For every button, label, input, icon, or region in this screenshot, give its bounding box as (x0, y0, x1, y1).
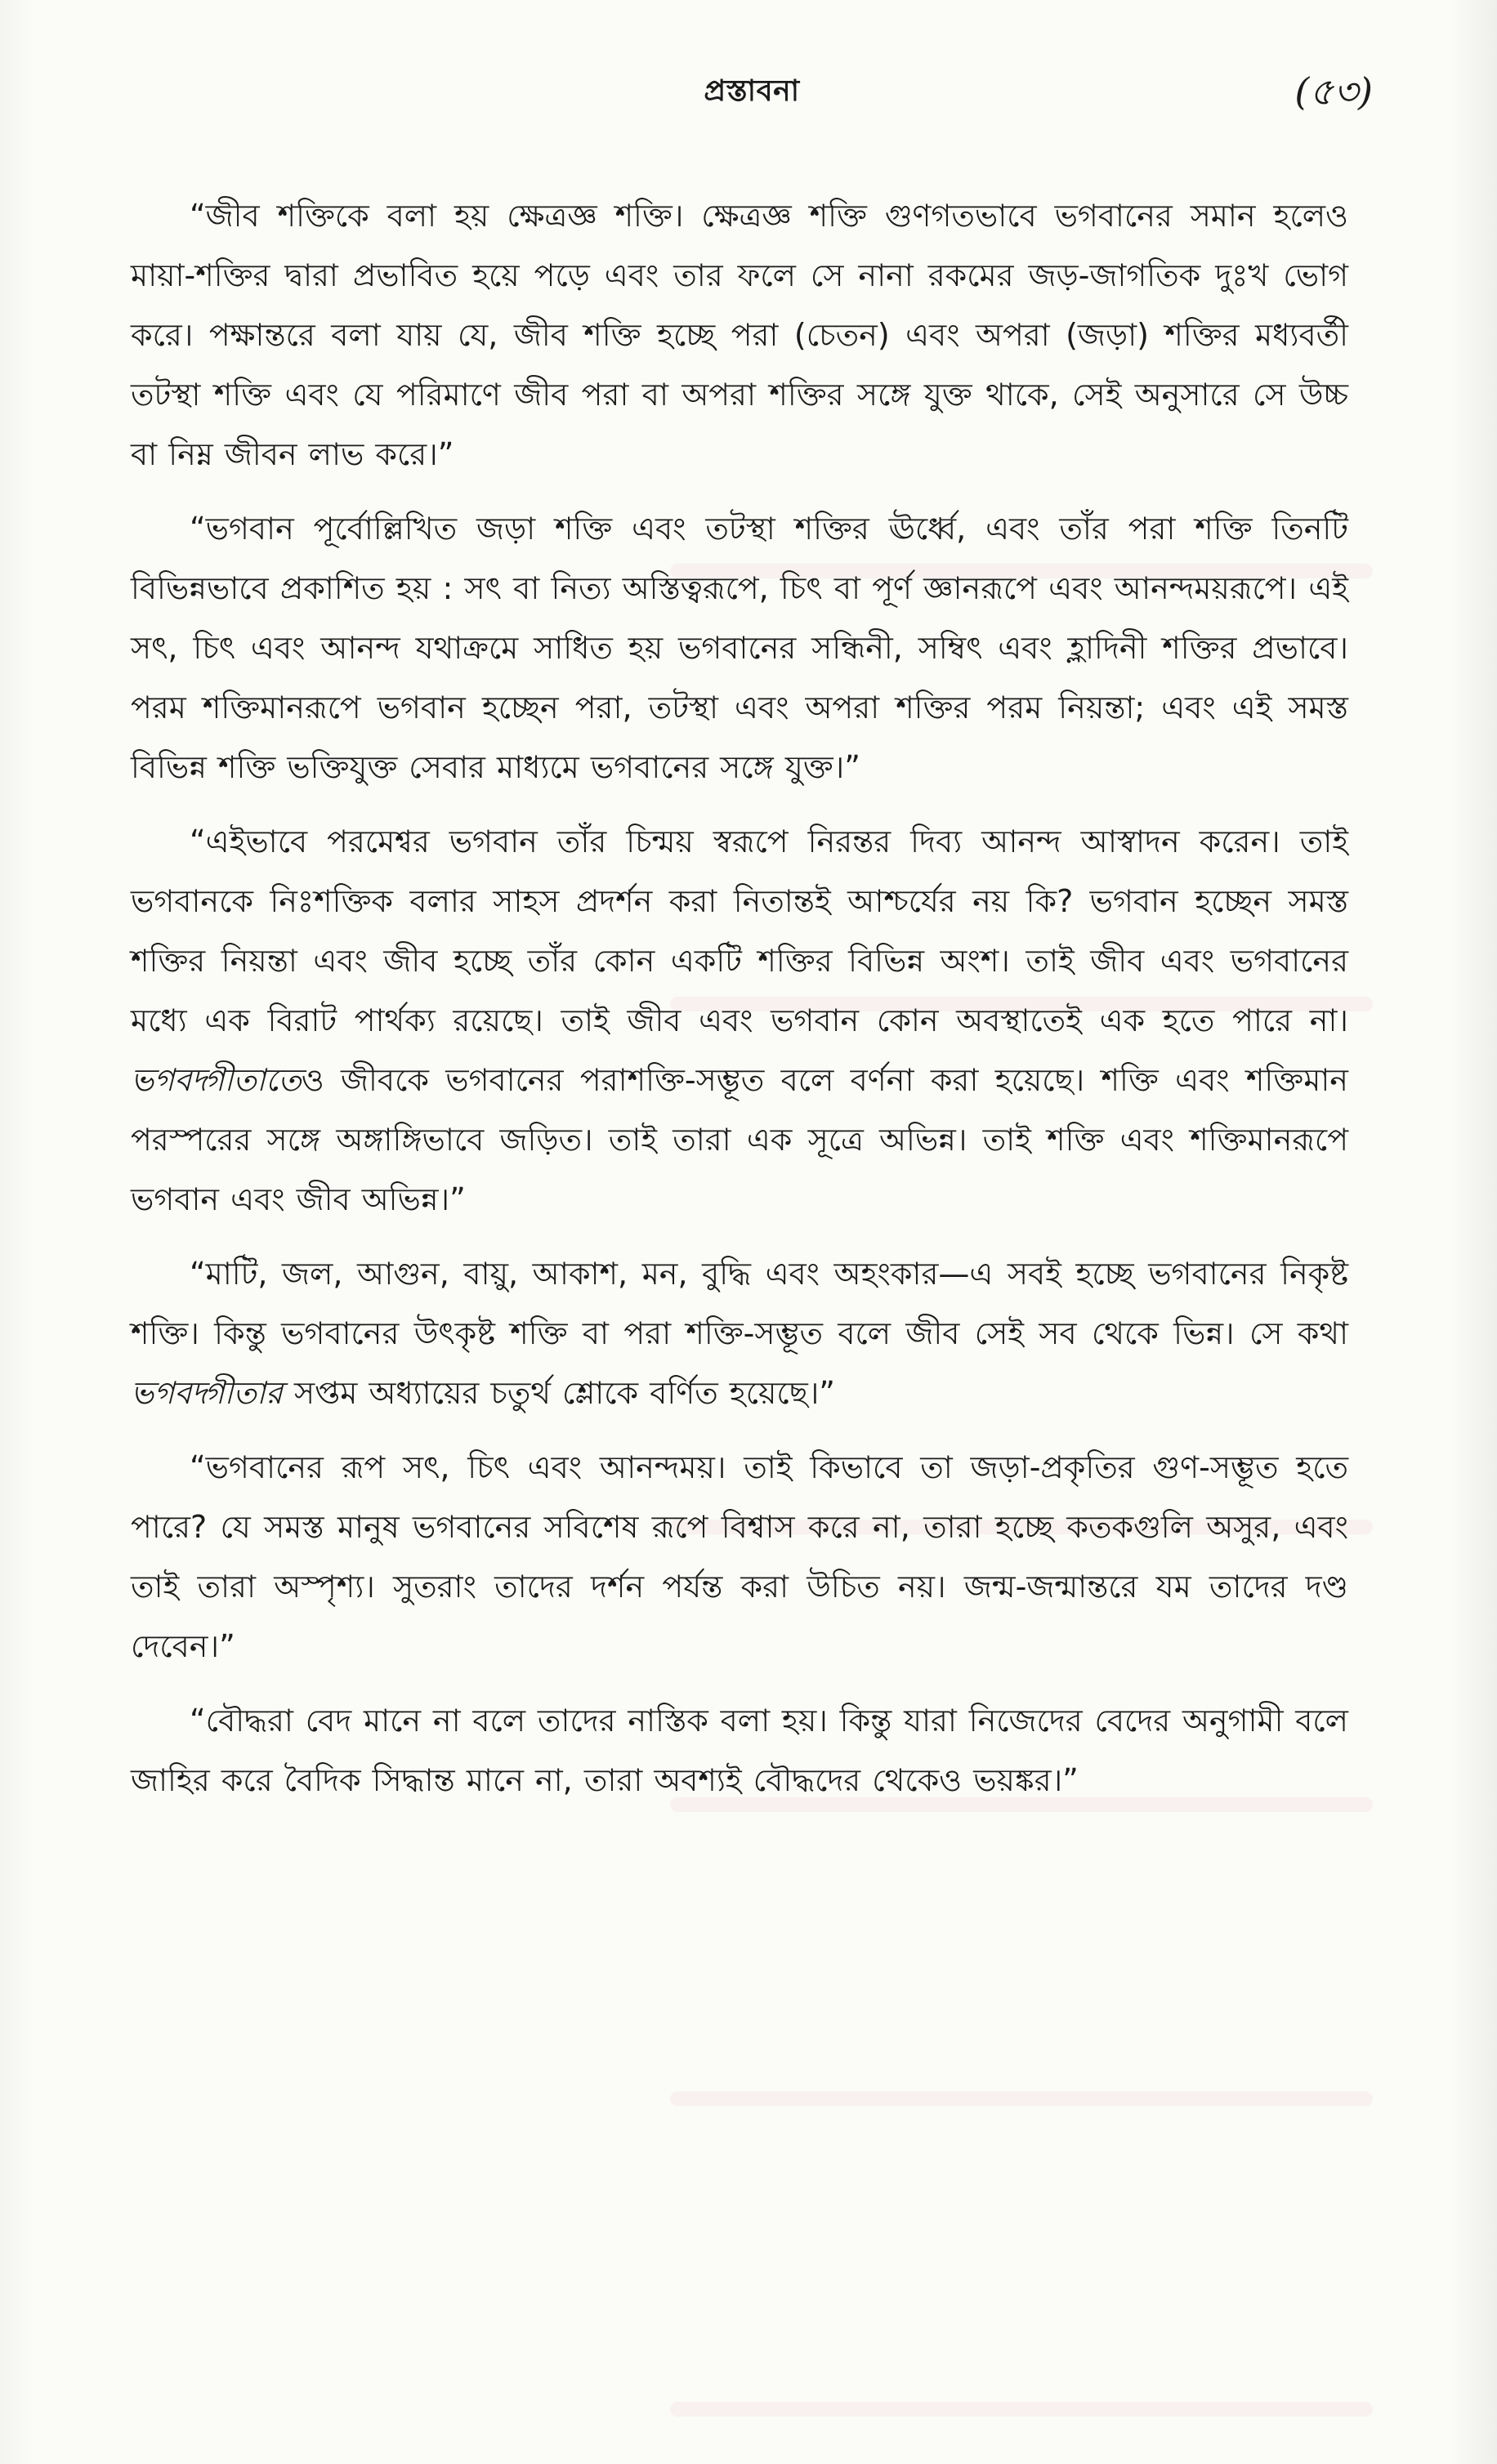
paragraph (131, 186, 1348, 484)
text-run: “এইভাবে পরমেশ্বর ভগবান তাঁর চিন্ময় স্বরূপে নিরন্তর দিব্য আনন্দ আস্বাদন করেন। তাই ভগবানকে নিঃশক্তিক বলার সাহস প্রদর্শন করা নিতান্তই আশ্চর্যের নয় কি? ভগবান হচ্ছেন সমস্ত শক্তির নিয়ন্তা এবং জীব হচ্ছে তাঁর কোন একটি শক্তির বিভিন্ন অংশ। তাই জীব এবং ভগবানের মধ্যে এক বিরাট পার্থক্য রয়েছে। তাই জীব এবং ভগবান কোন অবস্থাতেই এক হতে পারে না। (131, 824, 1348, 1038)
paragraph (131, 499, 1348, 797)
text-run: “মাটি, জল, আগুন, বায়ু, আকাশ, মন, বুদ্ধি এবং অহংকার—এ সবই হচ্ছে ভগবানের নিকৃষ্ট শক্তি। কিন্তু ভগবানের উৎকৃষ্ট শক্তি বা পরা শক্তি-সম্ভূত বলে জীব সেই সব থেকে ভিন্ন। সে কথা (131, 1256, 1348, 1351)
page-header (131, 64, 1373, 129)
paragraph (131, 1244, 1348, 1423)
text-run: “বৌদ্ধরা বেদ মানে না বলে তাদের নাস্তিক বলা হয়। কিন্তু যারা নিজেদের বেদের অনুগামী বলে জাহির করে বৈদিক সিদ্ধান্ত মানে না, তারা অবশ্যই বৌদ্ধদের থেকেও ভয়ঙ্কর।” (131, 1703, 1348, 1798)
running-head: প্রস্তাবনা (704, 74, 800, 108)
paragraph (131, 1438, 1348, 1676)
text-run: সপ্তম অধ্যায়ের চতুর্থ শ্লোকে বর্ণিত হয়েছে।” (282, 1375, 835, 1411)
show-through-mark (670, 2402, 1373, 2417)
text-run: “ভগবানের রূপ সৎ, চিৎ এবং আনন্দময়। তাই কিভাবে তা জড়া-প্রকৃতির গুণ-সম্ভূত হতে পারে? যে সমস্ত মানুষ ভগবানের সবিশেষ রূপে বিশ্বাস করে না, তারা হচ্ছে কতকগুলি অসুর, এবং তাই তারা অস্পৃশ্য। সুতরাং তাদের দর্শন পর্যন্ত করা উচিত নয়। জন্ম-জন্মান্তরে যম তাদের দণ্ড দেবেন।” (131, 1449, 1348, 1664)
book-title-italic: ভগবদ্গীতাতে (131, 1062, 302, 1098)
text-run: “জীব শক্তিকে বলা হয় ক্ষেত্রজ্ঞ শক্তি। ক্ষেত্রজ্ঞ শক্তি গুণগতভাবে ভগবানের সমান হলেও মায়া-শক্তির দ্বারা প্রভাবিত হয়ে পড়ে এবং তার ফলে সে নানা রকমের জড়-জাগতিক দুঃখ ভোগ করে। পক্ষান্তরে বলা যায় যে, জীব শক্তি হচ্ছে পরা (চেতন) এবং অপরা (জড়া) শক্তির মধ্যবর্তী তটস্থা শক্তি এবং যে পরিমাণে জীব পরা বা অপরা শক্তির সঙ্গে যুক্ত থাকে, সেই অনুসারে সে উচ্চ বা নিম্ন জীবন লাভ করে।” (131, 198, 1348, 472)
text-run: “ভগবান পূর্বোল্লিখিত জড়া শক্তি এবং তটস্থা শক্তির ঊর্ধ্বে, এবং তাঁর পরা শক্তি তিনটি বিভিন্নভাবে প্রকাশিত হয় : সৎ বা নিত্য অস্তিত্বরূপে, চিৎ বা পূর্ণ জ্ঞানরূপে এবং আনন্দময়রূপে। এই সৎ, চিৎ এবং আনন্দ যথাক্রমে সাধিত হয় ভগবানের সন্ধিনী, সম্বিৎ এবং হ্লাদিনী শক্তির প্রভাবে। পরম শক্তিমানরূপে ভগবান হচ্ছেন পরা, তটস্থা এবং অপরা শক্তির পরম নিয়ন্তা; এবং এই সমস্ত বিভিন্ন শক্তি ভক্তিযুক্ত সেবার মাধ্যমে ভগবানের সঙ্গে যুক্ত।” (131, 511, 1348, 785)
paragraph (131, 1691, 1348, 1810)
text-run: ও জীবকে ভগবানের পরাশক্তি-সম্ভূত বলে বর্ণনা করা হয়েছে। শক্তি এবং শক্তিমান পরস্পরের সঙ্গে অঙ্গাঙ্গিভাবে জড়িত। তাই তারা এক সূত্রে অভিন্ন। তাই শক্তি এবং শক্তিমানরূপে ভগবান এবং জীব অভিন্ন।” (131, 1062, 1348, 1217)
body-text (131, 186, 1348, 1825)
book-title-italic: ভগবদ্গীতার (131, 1375, 283, 1411)
paragraph (131, 812, 1348, 1230)
show-through-mark (670, 2091, 1373, 2106)
page-number: (৫৩) (1294, 69, 1373, 114)
